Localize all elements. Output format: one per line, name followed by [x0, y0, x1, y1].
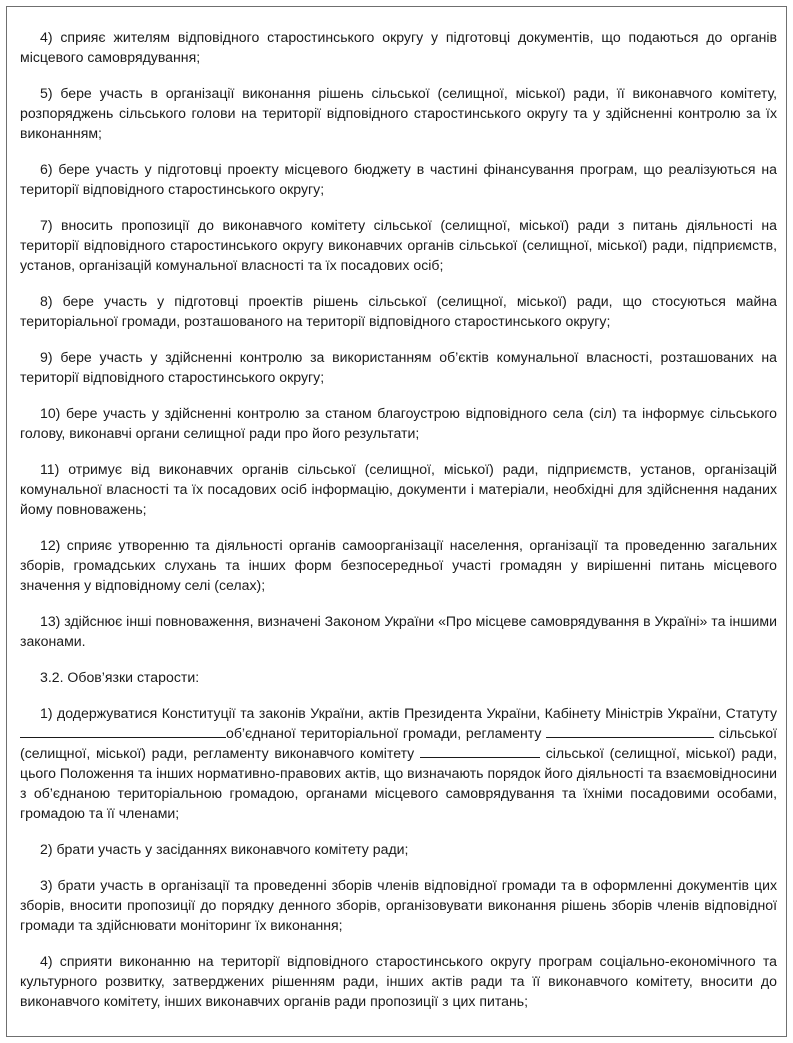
duty-1-text-c: сільської (селищної, міської) ради, регламенту виконавчого комітету [20, 725, 778, 761]
section-heading: 3.2. Обов’язки старости: [40, 669, 200, 685]
blank-line-statute [20, 723, 226, 738]
duty-item-3: 3) брати участь в організації та проведенні зборів членів відповідної громади та в оформленні документів цих зборів, вносити пропозиції до порядку денного зборів, організовувати виконання рішень зборів членів відповідної громади та здійснювати моніторинг їх виконання; [20, 877, 777, 933]
paragraph-item-4: 4) сприяє жителям відповідного старостинського округу у підготовці документів, що подаються до органів місцевого самоврядування; [20, 29, 777, 65]
paragraph-item-9: 9) бере участь у здійсненні контролю за використанням об’єктів комунальної власності, розташованих на території відповідного старостинського округу; [20, 349, 777, 385]
blank-line-committee-regulation [420, 743, 540, 758]
blank-line-council-regulation [546, 723, 714, 738]
paragraph-item-12: 12) сприяє утворенню та діяльності органів самоорганізації населення, організації та проведенню загальних зборів, громадських слухань та інших форм безпосередньої участі громадян у вирішенні питань місцевого значення у відповідному селі (селах); [20, 537, 777, 593]
paragraph-item-11: 11) отримує від виконавчих органів сільської (селищної, міської) ради, підприємств, установ, організацій комунальної власності та їх посадових осіб інформацію, документи і матеріали, необхідні для здійснення наданих йому повноважень; [20, 461, 777, 517]
duty-1-text-b: об’єднаної територіальної громади, регламенту [226, 725, 542, 741]
paragraph-item-13: 13) здійснює інші повноваження, визначені Законом України «Про місцеве самоврядування в Україні» та іншими законами. [20, 613, 777, 649]
paragraph-item-10: 10) бере участь у здійсненні контролю за станом благоустрою відповідного села (сіл) та інформує сільського голову, виконавчі органи селищної ради про його результати; [20, 405, 777, 441]
duty-item-2: 2) брати участь у засіданнях виконавчого комітету ради; [40, 841, 409, 857]
paragraph-item-5: 5) бере участь в організації виконання рішень сільської (селищної, міської) ради, її виконавчого комітету, розпоряджень сільського голови на території відповідного старостинського округу та у здійсненні контролю за їх виконанням; [20, 85, 777, 141]
document-page [6, 6, 787, 1037]
paragraph-item-7: 7) вносить пропозиції до виконавчого комітету сільської (селищної, міської) ради з питань діяльності на території відповідного старостинського округу виконавчих органів сільської (селищної, міської) ради, підприємств, установ, організацій комунальної власності та їх посадових осіб; [20, 217, 777, 273]
document-body [20, 27, 777, 1027]
duty-item-1 [20, 703, 777, 823]
duty-1-text-d: сільської (селищної, міської) ради, цього Положення та інших нормативно-правових актів, що визначають порядок його діяльності та взаємовідносини з об’єднаною територіальною громадою, органами місцевого самоврядування та їхніми посадовими особами, громадою та її членами; [20, 745, 778, 821]
duty-item-4: 4) сприяти виконанню на території відповідного старостинського округу програм соціально-економічного та культурного розвитку, затверджених рішенням ради, інших актів ради та її виконавчого комітету, вносити до виконавчого комітету, інших виконавчих органів ради пропозиції з цих питань; [20, 953, 777, 1009]
paragraph-item-8: 8) бере участь у підготовці проектів рішень сільської (селищної, міської) ради, що стосуються майна територіальної громади, розташованого на території відповідного старостинського округу; [20, 293, 777, 329]
paragraph-item-6: 6) бере участь у підготовці проекту місцевого бюджету в частині фінансування програм, що реалізуються на території відповідного старостинського округу; [20, 161, 777, 197]
duty-1-text-a: 1) додержуватися Конституції та законів України, актів Президента України, Кабінету Міністрів України, Статуту [40, 705, 777, 721]
